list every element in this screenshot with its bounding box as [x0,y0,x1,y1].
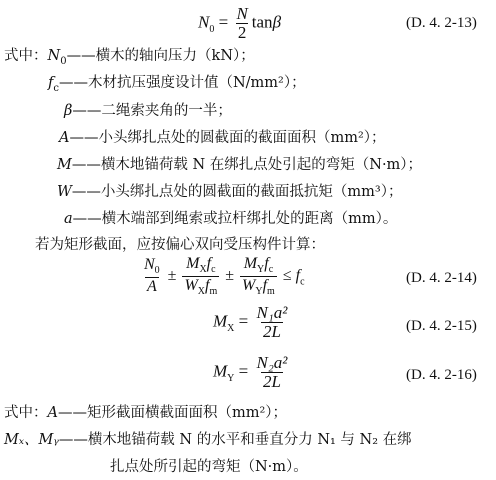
equation-14: $\frac{N_0}{A}$ ± $\frac{M_Xf_c}{W_Xf_m}$ ± $\frac{M_Yf_c}{W_Yf_m}$ ≤ $f_c$ [144,255,305,297]
definition-beta: β——二绳索夹角的一半； [64,103,232,119]
equation-number-13: (D. 4. 2-13) [406,15,477,31]
equation-13: $N_0$ = $\frac{N}{2}$ tanβ [198,4,282,42]
definition-a: a——横木端部到绳索或拉杆绑扎处的距离（mm）。 [64,211,398,227]
equation-number-15: (D. 4. 2-15) [406,318,477,334]
equation-number-14: (D. 4. 2-14) [406,270,477,286]
equation-16: $M_Y$ = $\frac{\text{N₂a²}}{2L}$ [213,353,288,391]
definition-MX-MY-continued: 扎点处所引起的弯矩（N·m）。 [110,459,308,475]
definition-N0: 式中：$N_0——$横木的轴向压力（kN）； [4,48,255,67]
equation-15: $M_X$ = $\frac{\text{N₁a²}}{2L}$ [213,303,288,341]
definition-M: M——横木地锚荷载 N 在绑扎点处引起的弯矩（N·m）； [57,157,423,173]
equation-number-16: (D. 4. 2-16) [406,367,477,383]
definition-MX-MY: Mₓ、Mᵧ——横木地锚荷载 N 的水平和垂直分力 N₁ 与 N₂ 在绑 [4,432,412,448]
definition-A-rect: 式中：A——矩形截面横截面面积（mm²）； [4,405,288,421]
paragraph-rect-section: 若为矩形截面，应按偏心双向受压构件计算： [35,237,325,253]
definition-fc: $f_c——$木材抗压强度设计值（N/mm²）； [48,75,306,94]
definition-W: W——小头绑扎点处的圆截面的截面抵抗矩（mm³）； [57,184,403,200]
definition-A: A——小头绑扎点处的圆截面的截面面积（mm²）； [59,130,386,146]
